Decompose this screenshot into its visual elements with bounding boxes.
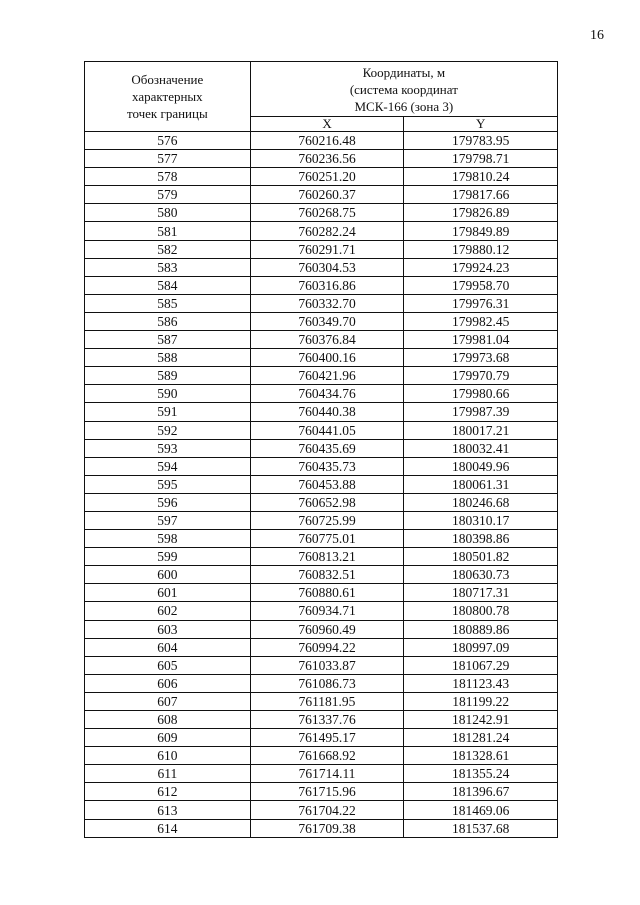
table-row xyxy=(85,222,558,240)
table-row xyxy=(85,439,558,457)
x-coordinate-cell: 760236.56 xyxy=(250,150,404,168)
y-coordinate-cell: 180398.86 xyxy=(404,530,558,548)
x-coordinate-cell: 760813.21 xyxy=(250,548,404,566)
y-coordinate-cell: 179817.66 xyxy=(404,186,558,204)
x-coordinate-cell: 761709.38 xyxy=(250,819,404,837)
x-coordinate-cell: 760435.69 xyxy=(250,439,404,457)
y-coordinate-cell: 180630.73 xyxy=(404,566,558,584)
x-coordinate-cell: 760880.61 xyxy=(250,584,404,602)
table-row xyxy=(85,150,558,168)
table-row xyxy=(85,620,558,638)
point-id-cell: 603 xyxy=(85,620,251,638)
x-coordinate-cell: 761495.17 xyxy=(250,729,404,747)
table-row xyxy=(85,783,558,801)
x-coordinate-cell: 760260.37 xyxy=(250,186,404,204)
table-row xyxy=(85,312,558,330)
table-row xyxy=(85,367,558,385)
y-coordinate-cell: 180501.82 xyxy=(404,548,558,566)
x-coordinate-cell: 760282.24 xyxy=(250,222,404,240)
y-coordinate-cell: 179982.45 xyxy=(404,312,558,330)
point-id-cell: 585 xyxy=(85,294,251,312)
point-id-cell: 594 xyxy=(85,457,251,475)
x-coordinate-cell: 761181.95 xyxy=(250,692,404,710)
table-row xyxy=(85,240,558,258)
table-row xyxy=(85,294,558,312)
table-row xyxy=(85,801,558,819)
x-coordinate-cell: 760435.73 xyxy=(250,457,404,475)
x-coordinate-cell: 760268.75 xyxy=(250,204,404,222)
table-row xyxy=(85,204,558,222)
point-id-cell: 597 xyxy=(85,511,251,529)
table-row xyxy=(85,638,558,656)
table-row xyxy=(85,276,558,294)
table-row xyxy=(85,186,558,204)
header-points-line: точек границы xyxy=(126,106,208,121)
header-points-line: характерных xyxy=(132,89,203,104)
table-row xyxy=(85,475,558,493)
point-id-cell: 602 xyxy=(85,602,251,620)
point-id-cell: 577 xyxy=(85,150,251,168)
x-coordinate-cell: 760400.16 xyxy=(250,349,404,367)
table-row xyxy=(85,692,558,710)
table-row xyxy=(85,602,558,620)
point-id-cell: 614 xyxy=(85,819,251,837)
point-id-cell: 604 xyxy=(85,638,251,656)
point-id-cell: 576 xyxy=(85,132,251,150)
y-coordinate-cell: 181199.22 xyxy=(404,692,558,710)
y-coordinate-cell: 179849.89 xyxy=(404,222,558,240)
x-coordinate-cell: 760421.96 xyxy=(250,367,404,385)
table-row xyxy=(85,765,558,783)
point-id-cell: 613 xyxy=(85,801,251,819)
point-id-cell: 601 xyxy=(85,584,251,602)
point-id-cell: 591 xyxy=(85,403,251,421)
point-id-cell: 583 xyxy=(85,258,251,276)
x-coordinate-cell: 761033.87 xyxy=(250,656,404,674)
header-coords-line: (система координат xyxy=(349,81,458,97)
point-id-cell: 596 xyxy=(85,493,251,511)
point-id-cell: 593 xyxy=(85,439,251,457)
table-body xyxy=(85,132,558,838)
x-coordinate-cell: 760934.71 xyxy=(250,602,404,620)
header-y: Y xyxy=(404,117,558,132)
point-id-cell: 610 xyxy=(85,747,251,765)
x-coordinate-cell: 760316.86 xyxy=(250,276,404,294)
point-id-cell: 605 xyxy=(85,656,251,674)
table-row xyxy=(85,584,558,602)
point-id-cell: 584 xyxy=(85,276,251,294)
table-row xyxy=(85,819,558,837)
y-coordinate-cell: 181067.29 xyxy=(404,656,558,674)
header-coords-line: МСК-166 (зона 3) xyxy=(354,98,454,114)
table-row xyxy=(85,674,558,692)
table-row xyxy=(85,711,558,729)
x-coordinate-cell: 760434.76 xyxy=(250,385,404,403)
y-coordinate-cell: 181123.43 xyxy=(404,674,558,692)
y-coordinate-cell: 181242.91 xyxy=(404,711,558,729)
y-coordinate-cell: 179810.24 xyxy=(404,168,558,186)
point-id-cell: 600 xyxy=(85,566,251,584)
x-coordinate-cell: 760251.20 xyxy=(250,168,404,186)
header-x: X xyxy=(250,117,404,132)
y-coordinate-cell: 179924.23 xyxy=(404,258,558,276)
x-coordinate-cell: 761337.76 xyxy=(250,711,404,729)
y-coordinate-cell: 180717.31 xyxy=(404,584,558,602)
x-coordinate-cell: 760453.88 xyxy=(250,475,404,493)
y-coordinate-cell: 180800.78 xyxy=(404,602,558,620)
x-coordinate-cell: 760440.38 xyxy=(250,403,404,421)
point-id-cell: 586 xyxy=(85,312,251,330)
table-row xyxy=(85,385,558,403)
y-coordinate-cell: 179880.12 xyxy=(404,240,558,258)
table-row xyxy=(85,168,558,186)
y-coordinate-cell: 179980.66 xyxy=(404,385,558,403)
y-coordinate-cell: 181355.24 xyxy=(404,765,558,783)
point-id-cell: 589 xyxy=(85,367,251,385)
x-coordinate-cell: 760832.51 xyxy=(250,566,404,584)
point-id-cell: 590 xyxy=(85,385,251,403)
coordinates-table xyxy=(84,61,558,838)
y-coordinate-cell: 180049.96 xyxy=(404,457,558,475)
table-row xyxy=(85,349,558,367)
point-id-cell: 582 xyxy=(85,240,251,258)
header-coords-line: Координаты, м xyxy=(362,64,446,80)
point-id-cell: 598 xyxy=(85,530,251,548)
x-coordinate-cell: 761086.73 xyxy=(250,674,404,692)
point-id-cell: 588 xyxy=(85,349,251,367)
y-coordinate-cell: 181469.06 xyxy=(404,801,558,819)
table-row xyxy=(85,747,558,765)
y-coordinate-cell: 179981.04 xyxy=(404,331,558,349)
x-coordinate-cell: 760960.49 xyxy=(250,620,404,638)
point-id-cell: 592 xyxy=(85,421,251,439)
y-coordinate-cell: 180061.31 xyxy=(404,475,558,493)
x-coordinate-cell: 760376.84 xyxy=(250,331,404,349)
point-id-cell: 580 xyxy=(85,204,251,222)
y-coordinate-cell: 181537.68 xyxy=(404,819,558,837)
x-coordinate-cell: 761714.11 xyxy=(250,765,404,783)
y-coordinate-cell: 180246.68 xyxy=(404,493,558,511)
y-coordinate-cell: 181396.67 xyxy=(404,783,558,801)
page-number: 16 xyxy=(590,28,604,43)
y-coordinate-cell: 179976.31 xyxy=(404,294,558,312)
y-coordinate-cell: 180310.17 xyxy=(404,511,558,529)
table-row xyxy=(85,331,558,349)
x-coordinate-cell: 761715.96 xyxy=(250,783,404,801)
y-coordinate-cell: 181328.61 xyxy=(404,747,558,765)
y-coordinate-cell: 180997.09 xyxy=(404,638,558,656)
x-coordinate-cell: 760349.70 xyxy=(250,312,404,330)
header-points-line: Обозначение xyxy=(131,72,204,87)
point-id-cell: 595 xyxy=(85,475,251,493)
y-coordinate-cell: 179783.95 xyxy=(404,132,558,150)
y-coordinate-cell: 181281.24 xyxy=(404,729,558,747)
table-header xyxy=(85,62,558,132)
table-row xyxy=(85,457,558,475)
point-id-cell: 599 xyxy=(85,548,251,566)
table-row xyxy=(85,132,558,150)
y-coordinate-cell: 179973.68 xyxy=(404,349,558,367)
point-id-cell: 579 xyxy=(85,186,251,204)
table-row xyxy=(85,258,558,276)
x-coordinate-cell: 760652.98 xyxy=(250,493,404,511)
point-id-cell: 581 xyxy=(85,222,251,240)
x-coordinate-cell: 760291.71 xyxy=(250,240,404,258)
y-coordinate-cell: 179970.79 xyxy=(404,367,558,385)
table-row xyxy=(85,566,558,584)
header-points xyxy=(85,62,251,132)
y-coordinate-cell: 180017.21 xyxy=(404,421,558,439)
y-coordinate-cell: 179798.71 xyxy=(404,150,558,168)
point-id-cell: 612 xyxy=(85,783,251,801)
point-id-cell: 611 xyxy=(85,765,251,783)
x-coordinate-cell: 760304.53 xyxy=(250,258,404,276)
table-row xyxy=(85,511,558,529)
x-coordinate-cell: 760216.48 xyxy=(250,132,404,150)
x-coordinate-cell: 760441.05 xyxy=(250,421,404,439)
table-row xyxy=(85,403,558,421)
table-row xyxy=(85,530,558,548)
header-coordinates xyxy=(250,62,557,117)
point-id-cell: 609 xyxy=(85,729,251,747)
y-coordinate-cell: 180889.86 xyxy=(404,620,558,638)
x-coordinate-cell: 760994.22 xyxy=(250,638,404,656)
point-id-cell: 606 xyxy=(85,674,251,692)
point-id-cell: 608 xyxy=(85,711,251,729)
table-row xyxy=(85,421,558,439)
point-id-cell: 607 xyxy=(85,692,251,710)
point-id-cell: 587 xyxy=(85,331,251,349)
x-coordinate-cell: 761704.22 xyxy=(250,801,404,819)
y-coordinate-cell: 179958.70 xyxy=(404,276,558,294)
table-row xyxy=(85,656,558,674)
x-coordinate-cell: 760775.01 xyxy=(250,530,404,548)
x-coordinate-cell: 761668.92 xyxy=(250,747,404,765)
x-coordinate-cell: 760332.70 xyxy=(250,294,404,312)
table-row xyxy=(85,493,558,511)
x-coordinate-cell: 760725.99 xyxy=(250,511,404,529)
y-coordinate-cell: 179987.39 xyxy=(404,403,558,421)
y-coordinate-cell: 180032.41 xyxy=(404,439,558,457)
table-row xyxy=(85,729,558,747)
point-id-cell: 578 xyxy=(85,168,251,186)
table-row xyxy=(85,548,558,566)
y-coordinate-cell: 179826.89 xyxy=(404,204,558,222)
